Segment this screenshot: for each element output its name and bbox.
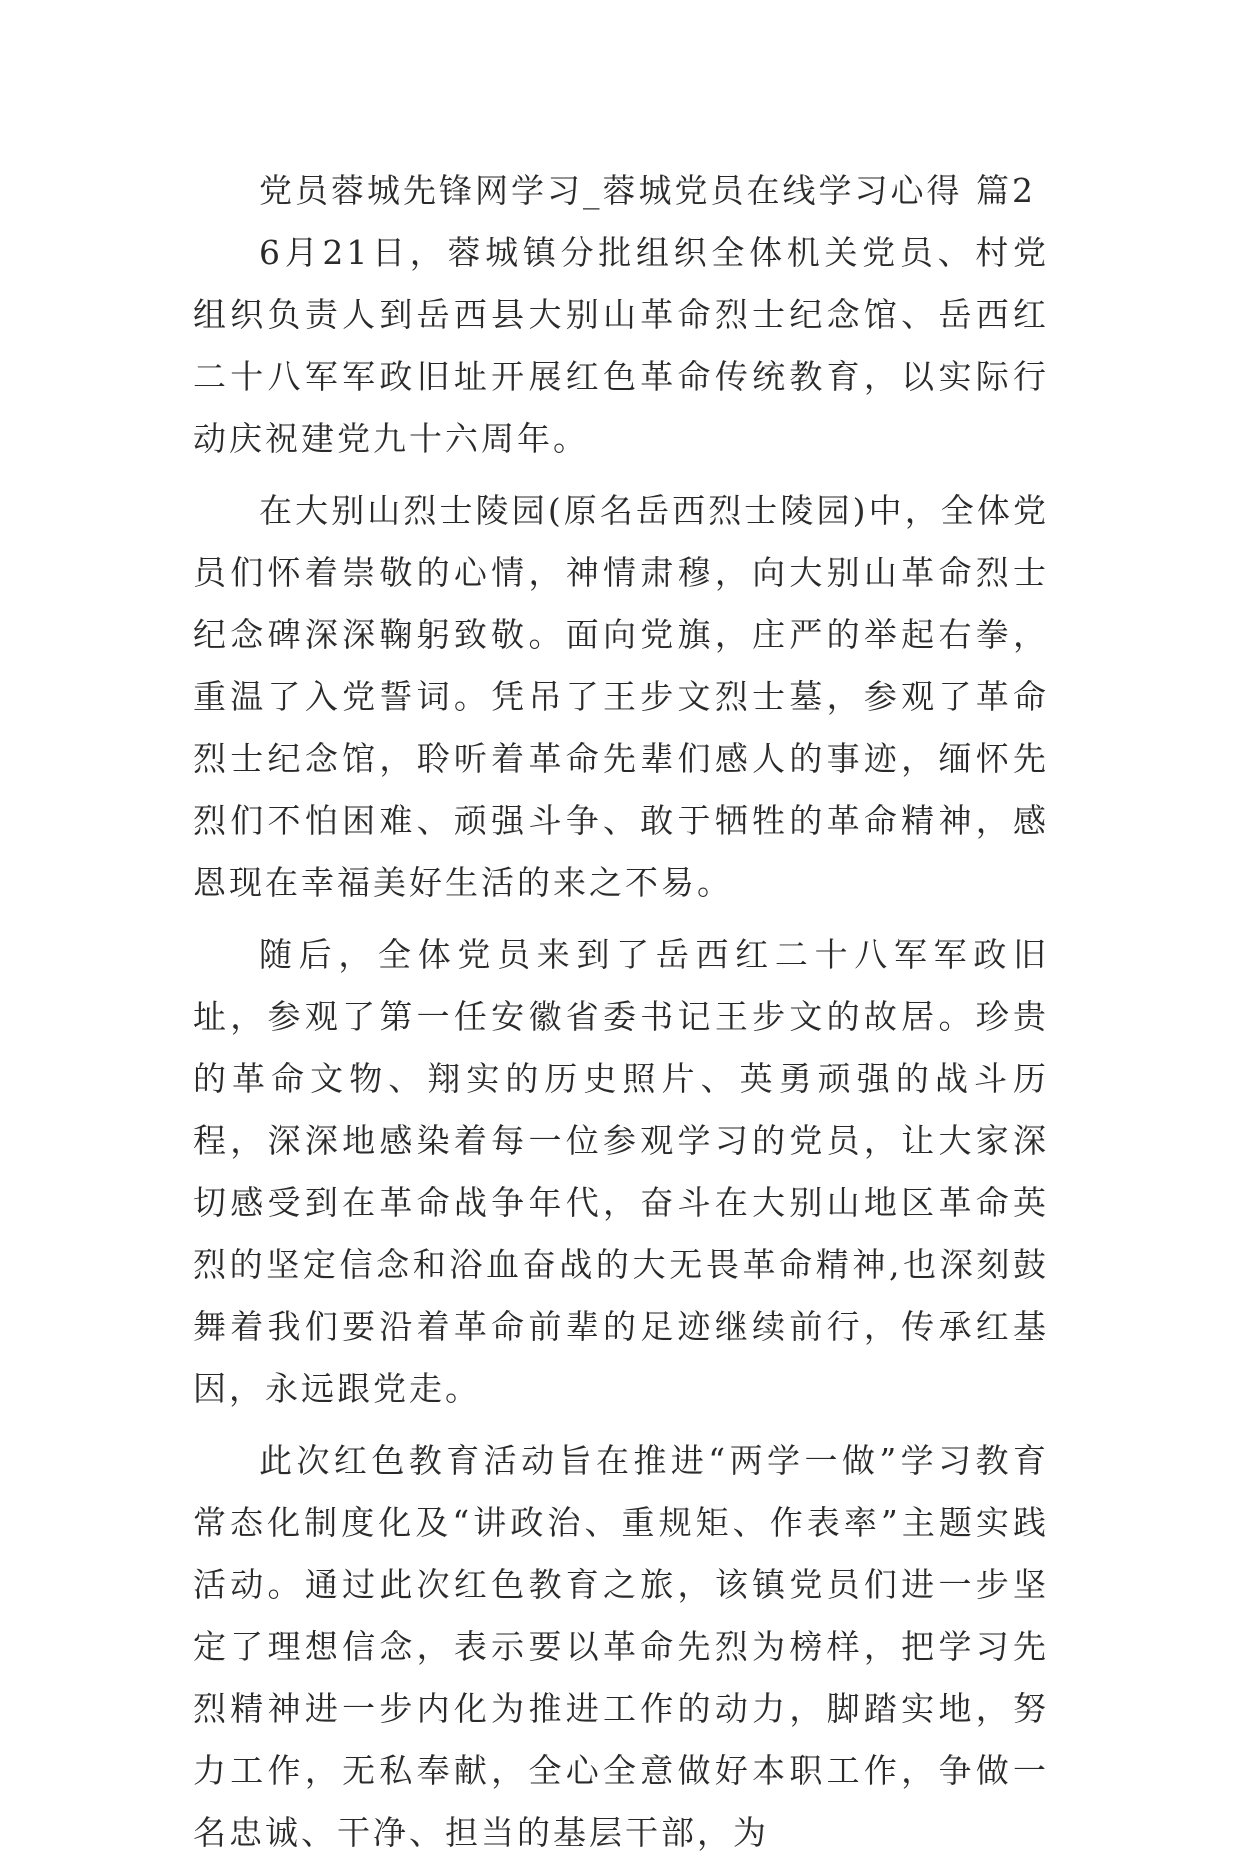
paragraph-1: 6月21日，蓉城镇分批组织全体机关党员、村党组织负责人到岳西县大别山革命烈士纪念馆、岳西红二十八军军政旧址开展红色革命传统教育，以实际行动庆祝建党九十六周年。 (193, 233, 1049, 458)
document-body (193, 160, 1049, 1874)
paragraph-3: 随后，全体党员来到了岳西红二十八军军政旧址，参观了第一任安徽省委书记王步文的故居。珍贵的革命文物、翔实的历史照片、英勇顽强的战斗历程，深深地感染着每一位参观学习的党员，让大家深切感受到在革命战争年代，奋斗在大别山地区革命英烈的坚定信念和浴血奋战的大无畏革命精神,也深刻鼓舞着我们要沿着革命前辈的足迹继续前行，传承红基因，永远跟党走。 (193, 935, 1049, 1408)
paragraph-4: 此次红色教育活动旨在推进“两学一做”学习教育常态化制度化及“讲政治、重规矩、作表率”主题实践活动。通过此次红色教育之旅，该镇党员们进一步坚定了理想信念，表示要以革命先烈为榜样，把学习先烈精神进一步内化为推进工作的动力，脚踏实地，努力工作，无私奉献，全心全意做好本职工作，争做一名忠诚、干净、担当的基层干部，为 (193, 1441, 1049, 1852)
document-title: 党员蓉城先锋网学习_蓉城党员在线学习心得 篇2 (259, 171, 1036, 210)
paragraph-2: 在大别山烈士陵园(原名岳西烈士陵园)中，全体党员们怀着崇敬的心情，神情肃穆，向大别山革命烈士纪念碑深深鞠躬致敬。面向党旗，庄严的举起右拳，重温了入党誓词。凭吊了王步文烈士墓，参观了革命烈士纪念馆，聆听着革命先辈们感人的事迹，缅怀先烈们不怕困难、顽强斗争、敢于牺牲的革命精神，感恩现在幸福美好生活的来之不易。 (193, 491, 1049, 902)
